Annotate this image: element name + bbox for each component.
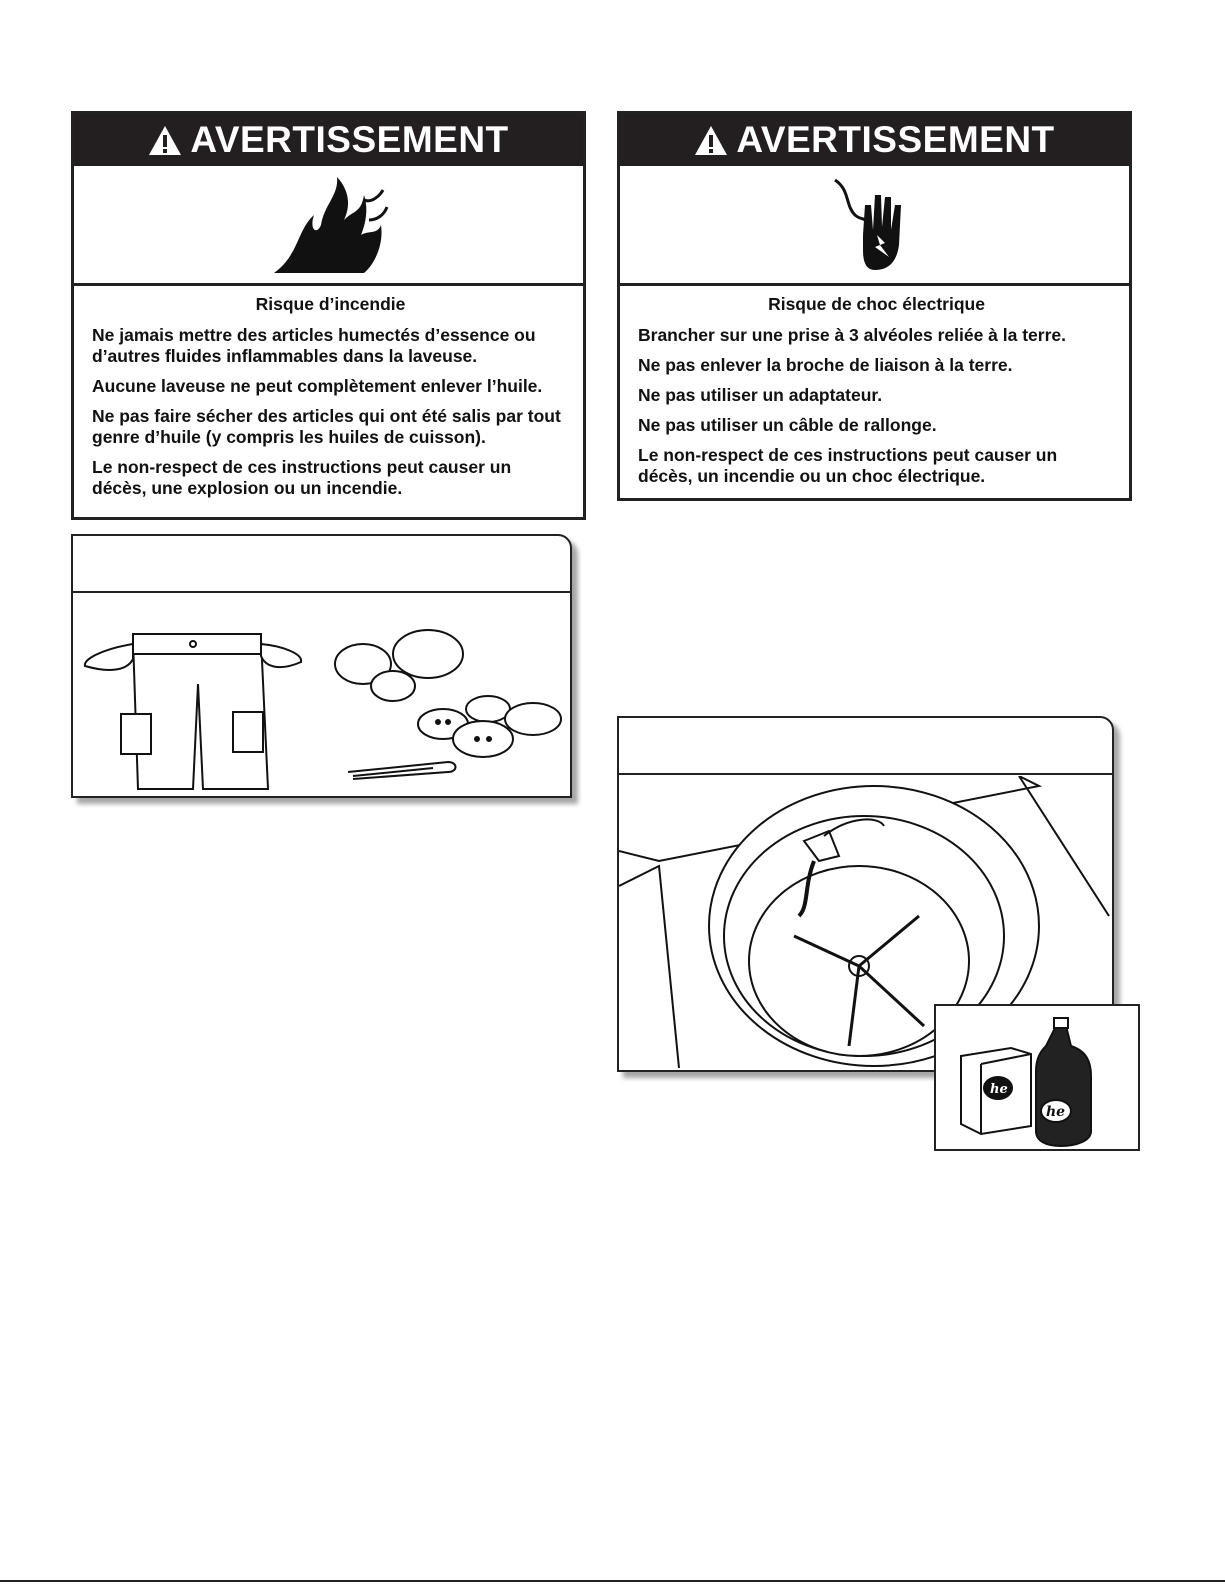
buttons-icon xyxy=(418,696,561,757)
illustration-caption-bar xyxy=(73,536,570,593)
he-detergent-inset xyxy=(934,1004,1140,1151)
warning-header-label: AVERTISSEMENT xyxy=(190,119,509,160)
fire-icon xyxy=(269,175,389,275)
pockets-illustration xyxy=(73,594,569,794)
warning-header xyxy=(74,114,583,166)
warning-header xyxy=(620,114,1129,166)
warning-line: Le non-respect de ces instructions peut causer un décès, un incendie ou un choc électrique. xyxy=(638,445,1058,486)
warning-line: Ne pas faire sécher des articles qui ont été salis par tout genre d’huile (y compris les huiles de cuisson). xyxy=(92,406,561,447)
shock-symbol-panel xyxy=(620,166,1129,286)
warning-triangle-icon xyxy=(148,125,182,156)
warning-line: Ne pas enlever la broche de liaison à la terre. xyxy=(638,355,1013,375)
warning-line: Le non-respect de ces instructions peut causer un décès, une explosion ou un incendie. xyxy=(92,457,512,498)
warning-header-label: AVERTISSEMENT xyxy=(736,119,1055,160)
shock-warning-box xyxy=(617,111,1132,501)
warning-line: Brancher sur une prise à 3 alvéoles reliée à la terre. xyxy=(638,325,1067,345)
he-label: he xyxy=(1046,1104,1066,1120)
warning-triangle-icon xyxy=(694,125,728,156)
electric-shock-hand-icon xyxy=(825,175,925,275)
coins-icon xyxy=(335,630,463,701)
he-label: he xyxy=(990,1082,1008,1097)
fire-warning-box xyxy=(71,111,586,520)
pants-icon xyxy=(85,634,301,789)
he-detergent-icon xyxy=(936,1006,1138,1149)
shock-warning-text xyxy=(638,294,1115,496)
empty-pockets-illustration-box xyxy=(71,534,572,798)
warning-line: Ne pas utiliser un adaptateur. xyxy=(638,385,883,405)
warning-line: Aucune laveuse ne peut complètement enlever l’huile. xyxy=(92,376,543,396)
fire-risk-title: Risque d’incendie xyxy=(255,294,406,314)
illustration-caption-bar xyxy=(619,718,1112,775)
fire-warning-text xyxy=(92,294,569,508)
safety-pins-icon xyxy=(348,762,456,779)
warning-line: Ne jamais mettre des articles humectés d’essence ou d’autres fluides inflammables dans la laveuse. xyxy=(92,325,536,366)
shock-risk-title: Risque de choc électrique xyxy=(768,294,985,314)
fire-symbol-panel xyxy=(74,166,583,286)
warning-line: Ne pas utiliser un câble de rallonge. xyxy=(638,415,937,435)
footer-rule xyxy=(0,1580,1225,1582)
